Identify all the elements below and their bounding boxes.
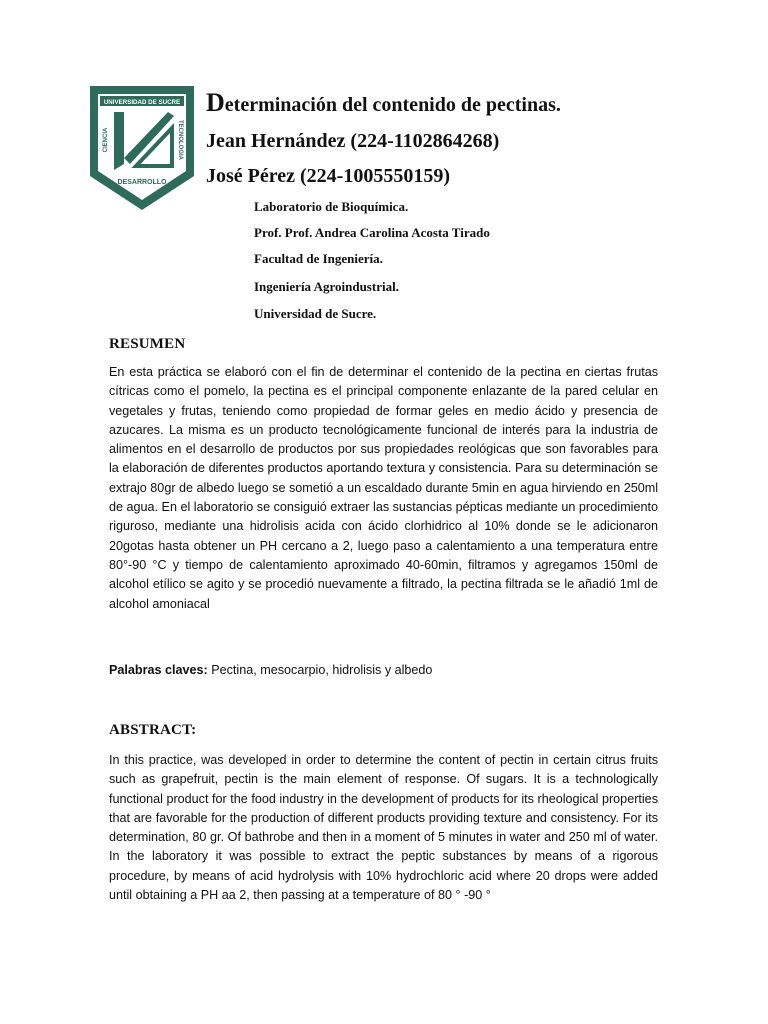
affiliation-university: Universidad de Sucre. xyxy=(254,306,377,321)
title-initial: D xyxy=(206,88,225,117)
keywords-value: Pectina, mesocarpio, hidrolisis y albedo xyxy=(207,663,433,677)
affiliation-lab: Laboratorio de Bioquímica. xyxy=(254,199,409,214)
affiliation-faculty: Facultad de Ingeniería. xyxy=(254,251,383,266)
keywords-label: Palabras claves: xyxy=(109,663,208,677)
document-title xyxy=(206,88,561,118)
keywords-line xyxy=(109,663,432,677)
logo-emblem-l xyxy=(114,112,124,170)
resumen-body: En esta práctica se elaboró con el fin de determinar el contenido de la pectina en ciertas frutas cítricas como el pomelo, la pectina es el principal componente enlazante de la pared celular en vegetales y frutas, teniendo como propiedad de formar geles en medio ácido y presencia de azucares. La misma es un producto tecnológicamente funcional de interés para la industria de alimentos en el desarrollo de productos por sus propiedades reológicas que son favorables para la elaboración de diferentes productos aportando textura y consistencia. Para su determinación se extrajo 80gr de albedo luego se sometió a un escaldado durante 5min en agua hirviendo en 250ml de agua. En el laboratorio se consiguió extraer las sustancias pépticas mediante un procedimiento riguroso, mediante una hidrolisis acida con ácido clorhidrico al 10% donde se le adicionaron 20gotas hasta obtener un PH cercano a 2, luego paso a calentamiento a una temperatura entre 80°-90 °C y tiempo de calentamiento aproximado 40-60min, filtramos y agregamos 150ml de alcohol etílico se agito y se procedió nuevamente a filtrado, la pectina filtrada se le añadió 1ml de alcohol amoniacal xyxy=(109,365,658,611)
university-logo xyxy=(88,84,196,212)
author-1: Jean Hernández (224-1102864268) xyxy=(206,130,500,152)
affiliation-program: Ingeniería Agroindustrial. xyxy=(254,279,399,294)
abstract-heading: ABSTRACT: xyxy=(109,722,197,738)
logo-top-text: UNIVERSIDAD DE SUCRE xyxy=(103,99,181,106)
resumen-heading: RESUMEN xyxy=(109,336,186,352)
logo-bottom-text: DESARROLLO xyxy=(117,179,167,186)
logo-right-text: TECNOLOGIA xyxy=(177,120,183,160)
title-rest: eterminación del contenido de pectinas. xyxy=(224,94,561,116)
abstract-body: In this practice, was developed in order to determine the content of pectin in certain citrus fruits such as grapefruit, pectin is the main element of response. Of sugars. It is a technologically functional product for the food industry in the development of products for its rheological properties that are favorable for the production of different products providing texture and consistency. For its determination, 80 gr. Of bathrobe and then in a moment of 5 minutes in water and 250 ml of water. In the laboratory it was possible to extract the peptic substances by means of a rigorous procedure, by means of acid hydrolysis with 10% hydrochloric acid where 20 drops were added until obtaining a PH aa 2, then passing at a temperature of 80 ° -90 ° xyxy=(109,753,658,903)
affiliation-professor: Prof. Prof. Andrea Carolina Acosta Tirado xyxy=(254,225,490,240)
logo-left-text: CIENCIA xyxy=(103,127,109,153)
author-2: José Pérez (224-1005550159) xyxy=(206,165,451,187)
